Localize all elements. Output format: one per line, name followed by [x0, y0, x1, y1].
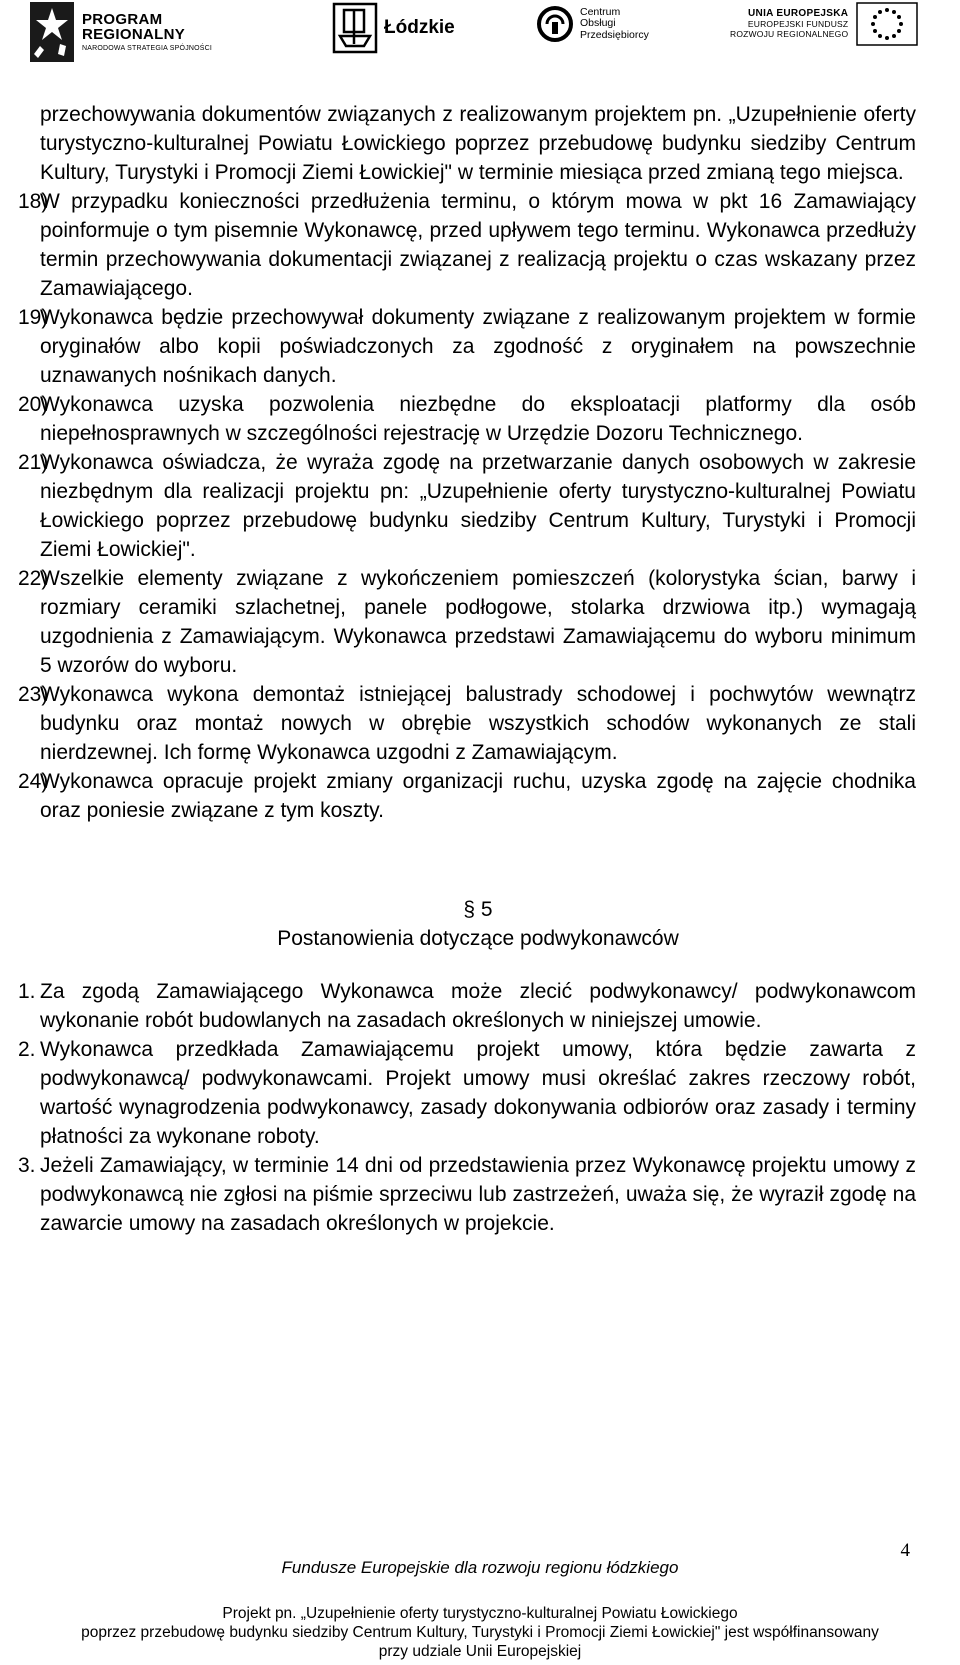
- unia-europejska-logo: [730, 2, 918, 46]
- lodzkie-logo: [332, 2, 455, 54]
- lodzkie-boat-icon: [332, 2, 378, 54]
- list-item: [18, 390, 916, 448]
- list-item-number: 24): [18, 770, 49, 793]
- footer-fund-line: Fundusze Europejskie dla rozwoju regionu łódzkiego: [281, 1558, 679, 1577]
- footer-project-line2: poprzez przebudowę budynku siedziby Centrum Kultury, Turystyki i Promocji Ziemi Łowickiej" jest współfinansowany: [81, 1624, 879, 1641]
- lodzkie-logo-text: Łódzkie: [384, 17, 455, 38]
- list-item: [18, 303, 916, 390]
- footer-project-line1: Projekt pn. „Uzupełnienie oferty turystyczno-kulturalnej Powiatu Łowickiego: [222, 1605, 738, 1622]
- program-regionalny-logo: [30, 2, 212, 62]
- header-logos: [0, 0, 960, 68]
- list-item: [18, 448, 916, 564]
- section-item-text: Wykonawca przedkłada Zamawiającemu projekt umowy, która będzie zawarta z podwykonawcą/ podwykonawcami. Projekt umowy musi określać zakres rzeczowy robót, wartość wynagrodzenia podwykonawcy, zasady dokonywania odbiorów oraz zasady i terminy płatności za wykonane roboty.: [40, 1038, 916, 1148]
- centrum-logo-line3: Przedsiębiorcy: [580, 28, 649, 41]
- list-item-text: Wykonawca uzyska pozwolenia niezbędne do eksploatacji platformy dla osób niepełnosprawnych w szczególności rejestrację w Urzędzie Dozoru Technicznego.: [40, 393, 916, 445]
- centrum-obslugi-logo: [536, 2, 649, 46]
- ue-logo-line3: ROZWOJU REGIONALNEGO: [730, 28, 849, 39]
- list-item-text: Wykonawca będzie przechowywał dokumenty związane z realizowanym projektem w formie oryginałów albo kopii poświadczonych za zgodność z oryginałem na powszechnie uznawanych nośnikach danych.: [40, 306, 916, 387]
- list-item-number: 22): [18, 567, 49, 590]
- ue-logo-line2: EUROPEJSKI FUNDUSZ: [747, 18, 849, 29]
- footer-project-info: [0, 1604, 960, 1661]
- list-item-text: Wykonawca oświadcza, że wyraża zgodę na przetwarzanie danych osobowych w zakresie niezbędnym dla realizacji projektu pn: „Uzupełnienie oferty turystyczno-kulturalnej Powiatu Łowickiego poprzez przebudowę budynku siedziby Centrum Kultury, Turystyki i Promocji Ziemi Łowickiej".: [40, 451, 916, 561]
- section-item-number: 1.: [18, 980, 36, 1003]
- section-item-text: Jeżeli Zamawiający, w terminie 14 dni od przedstawienia przez Wykonawcę projektu umowy z podwykonawcą nie zgłosi na piśmie sprzeciwu lub zastrzeżeń, uważa się, że wyraził zgodę na zawarcie umowy na zasadach określonych w projekcie.: [40, 1154, 916, 1235]
- list-item-number: 18): [18, 190, 49, 213]
- list-item-number: 23): [18, 683, 49, 706]
- list-item: [18, 767, 916, 825]
- section-title: Postanowienia dotyczące podwykonawców: [277, 927, 679, 950]
- list-item-number: 21): [18, 451, 49, 474]
- section-symbol: § 5: [463, 898, 493, 921]
- list-item-text: W przypadku konieczności przedłużenia terminu, o którym mowa w pkt 16 Zamawiający poinformuje o tym pisemnie Wykonawcę, przed upływem tego terminu. Wykonawca przedłuży termin przechowywania dokumentacji związanej z realizacją projektu o czas wskazany przez Zamawiającego.: [40, 190, 916, 300]
- list-item-number: 19): [18, 306, 49, 329]
- star-runner-icon: [30, 2, 74, 62]
- program-logo-line2: REGIONALNY: [82, 26, 186, 43]
- section-list-item: [18, 977, 916, 1035]
- program-logo-line1: PROGRAM: [82, 11, 163, 28]
- section-list-item: [18, 1151, 916, 1238]
- intro-paragraph: przechowywania dokumentów związanych z realizowanym projektem pn. „Uzupełnienie oferty turystyczno-kulturalnej Powiatu Łowickiego poprzez przebudowę budynku siedziby Centrum Kultury, Turystyki i Promocji Ziemi Łowickiej" w terminie miesiąca przed zmianą tego miejsca.: [40, 103, 916, 184]
- footer-project-line3: przy udziale Unii Europejskiej: [378, 1643, 582, 1660]
- list-item: [18, 564, 916, 680]
- page-number: 4: [900, 1540, 910, 1561]
- program-logo-line3: NARODOWA STRATEGIA SPÓJNOŚCI: [82, 45, 213, 52]
- centrum-circle-icon: [536, 2, 574, 46]
- section-item-number: 3.: [18, 1154, 36, 1177]
- list-item-text: Wszelkie elementy związane z wykończeniem pomieszczeń (kolorystyka ścian, barwy i rozmiary ceramiki szlachetnej, panele podłogowe, stolarka drzwiowa itp.) wymagają uzgodnienia z Zamawiającym. Wykonawca przedstawi Zamawiającemu do wyboru minimum 5 wzorów do wyboru.: [40, 567, 916, 677]
- list-item-text: Wykonawca opracuje projekt zmiany organizacji ruchu, uzyska zgodę na zajęcie chodnika oraz poniesie związane z tym koszty.: [40, 770, 916, 822]
- section-heading: [40, 895, 916, 953]
- centrum-logo-line1: Centrum: [580, 6, 621, 19]
- list-item: [18, 680, 916, 767]
- section-item-text: Za zgodą Zamawiającego Wykonawca może zlecić podwykonawcy/ podwykonawcom wykonanie robót budowlanych na zasadach określonych w niniejszej umowie.: [40, 980, 916, 1032]
- numbered-list: [18, 187, 916, 825]
- section-item-number: 2.: [18, 1038, 36, 1061]
- eu-flag-icon: [856, 2, 918, 46]
- ue-logo-line1: UNIA EUROPEJSKA: [748, 8, 849, 20]
- section-list: [18, 977, 916, 1238]
- list-item: [18, 187, 916, 303]
- section-list-item: [18, 1035, 916, 1151]
- list-item-text: Wykonawca wykona demontaż istniejącej balustrady schodowej i pochwytów wewnątrz budynku oraz montaż nowych w obrębie wszystkich schodów wykonanych ze stali nierdzewnej. Ich formę Wykonawca uzgodni z Zamawiającym.: [40, 683, 916, 764]
- document-body: [18, 100, 916, 1238]
- list-item-number: 20): [18, 393, 49, 416]
- centrum-logo-line2: Obsługi: [580, 17, 616, 30]
